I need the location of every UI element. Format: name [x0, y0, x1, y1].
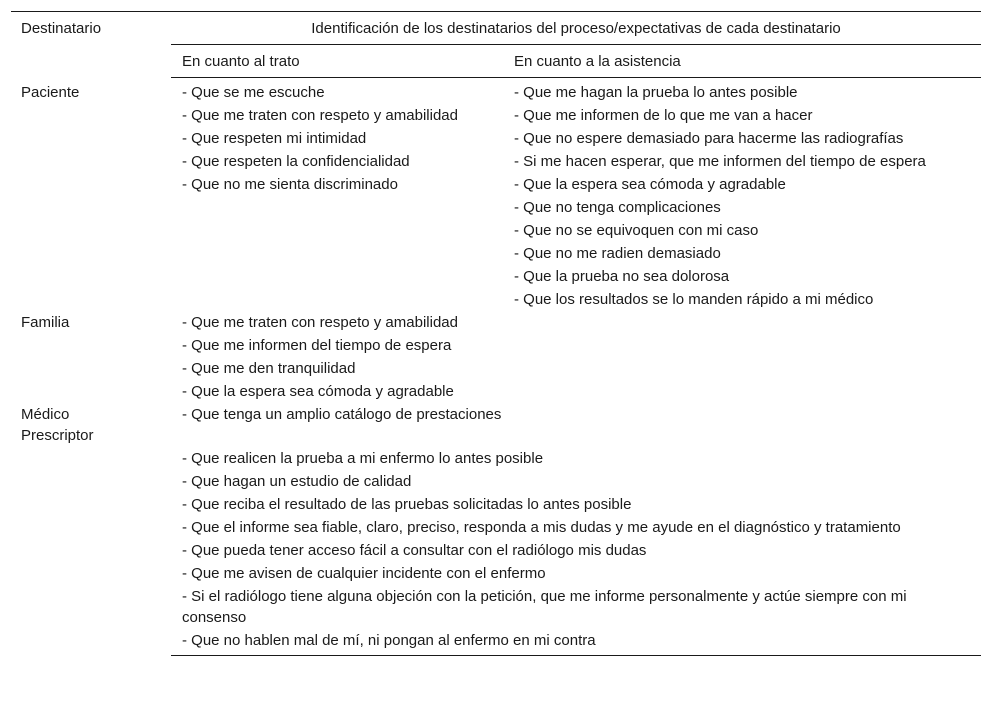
table-row — [11, 78, 981, 105]
medico-item: - Que pueda tener acceso fácil a consultar con el radiólogo mis dudas — [182, 542, 647, 559]
trato-cell — [171, 196, 503, 219]
medico-item: - Que me avisen de cualquier incidente con el enfermo — [182, 565, 546, 582]
table-row — [11, 403, 981, 447]
asistencia-cell: - Que los resultados se lo manden rápido a mi médico — [514, 291, 874, 308]
asistencia-cell: - Que no espere demasiado para hacerme las radiografías — [514, 130, 904, 147]
trato-cell: - Que me traten con respeto y amabilidad — [182, 107, 458, 124]
trato-cell: - Que respeten mi intimidad — [182, 130, 367, 147]
medico-item: - Que hagan un estudio de calidad — [182, 473, 412, 490]
header-trato: En cuanto al trato — [171, 45, 503, 78]
expectations-table — [11, 11, 981, 656]
asistencia-cell: - Que no tenga complicaciones — [514, 199, 721, 216]
familia-item: - Que me informen del tiempo de espera — [182, 337, 452, 354]
table-row — [11, 311, 981, 334]
medico-item: - Que el informe sea fiable, claro, preciso, responda a mis dudas y me ayude en el diagnóstico y tratamiento — [182, 519, 901, 536]
trato-cell: - Que se me escuche — [182, 84, 325, 101]
asistencia-cell: - Que la espera sea cómoda y agradable — [514, 176, 786, 193]
asistencia-cell: - Que no se equivoquen con mi caso — [514, 222, 759, 239]
asistencia-cell: - Que no me radien demasiado — [514, 245, 721, 262]
asistencia-cell: - Que me hagan la prueba lo antes posible — [514, 84, 798, 101]
asistencia-cell: - Que me informen de lo que me van a hacer — [514, 107, 813, 124]
medico-item: - Si el radiólogo tiene alguna objeción con la petición, que me informe personalmente y actúe siempre con mi consenso — [182, 588, 907, 626]
trato-cell — [171, 219, 503, 242]
medico-item: - Que tenga un amplio catálogo de prestaciones — [182, 406, 502, 423]
asistencia-cell: - Que la prueba no sea dolorosa — [514, 268, 730, 285]
trato-cell: - Que no me sienta discriminado — [182, 176, 398, 193]
familia-item: - Que la espera sea cómoda y agradable — [182, 383, 454, 400]
header-identificacion: Identificación de los destinatarios del proceso/expectativas de cada destinatario — [171, 12, 981, 45]
header-destinatario: Destinatario — [11, 12, 171, 78]
trato-cell — [171, 242, 503, 265]
header-row-main — [11, 12, 981, 45]
row-label-familia: Familia — [21, 314, 70, 331]
trato-cell — [171, 265, 503, 288]
row-label-medico: Médico Prescriptor — [21, 406, 94, 444]
trato-cell: - Que respeten la confidencialidad — [182, 153, 410, 170]
header-asistencia: En cuanto a la asistencia — [503, 45, 981, 78]
trato-cell — [171, 288, 503, 311]
medico-item: - Que no hablen mal de mí, ni pongan al enfermo en mi contra — [171, 629, 981, 656]
expectations-table-container — [11, 11, 981, 656]
medico-item: - Que reciba el resultado de las pruebas solicitadas lo antes posible — [182, 496, 632, 513]
row-label-paciente: Paciente — [21, 83, 80, 101]
medico-item: - Que realicen la prueba a mi enfermo lo antes posible — [182, 450, 544, 467]
familia-item: - Que me traten con respeto y amabilidad — [182, 314, 458, 331]
familia-item: - Que me den tranquilidad — [182, 360, 356, 377]
asistencia-cell: - Si me hacen esperar, que me informen del tiempo de espera — [514, 153, 926, 170]
